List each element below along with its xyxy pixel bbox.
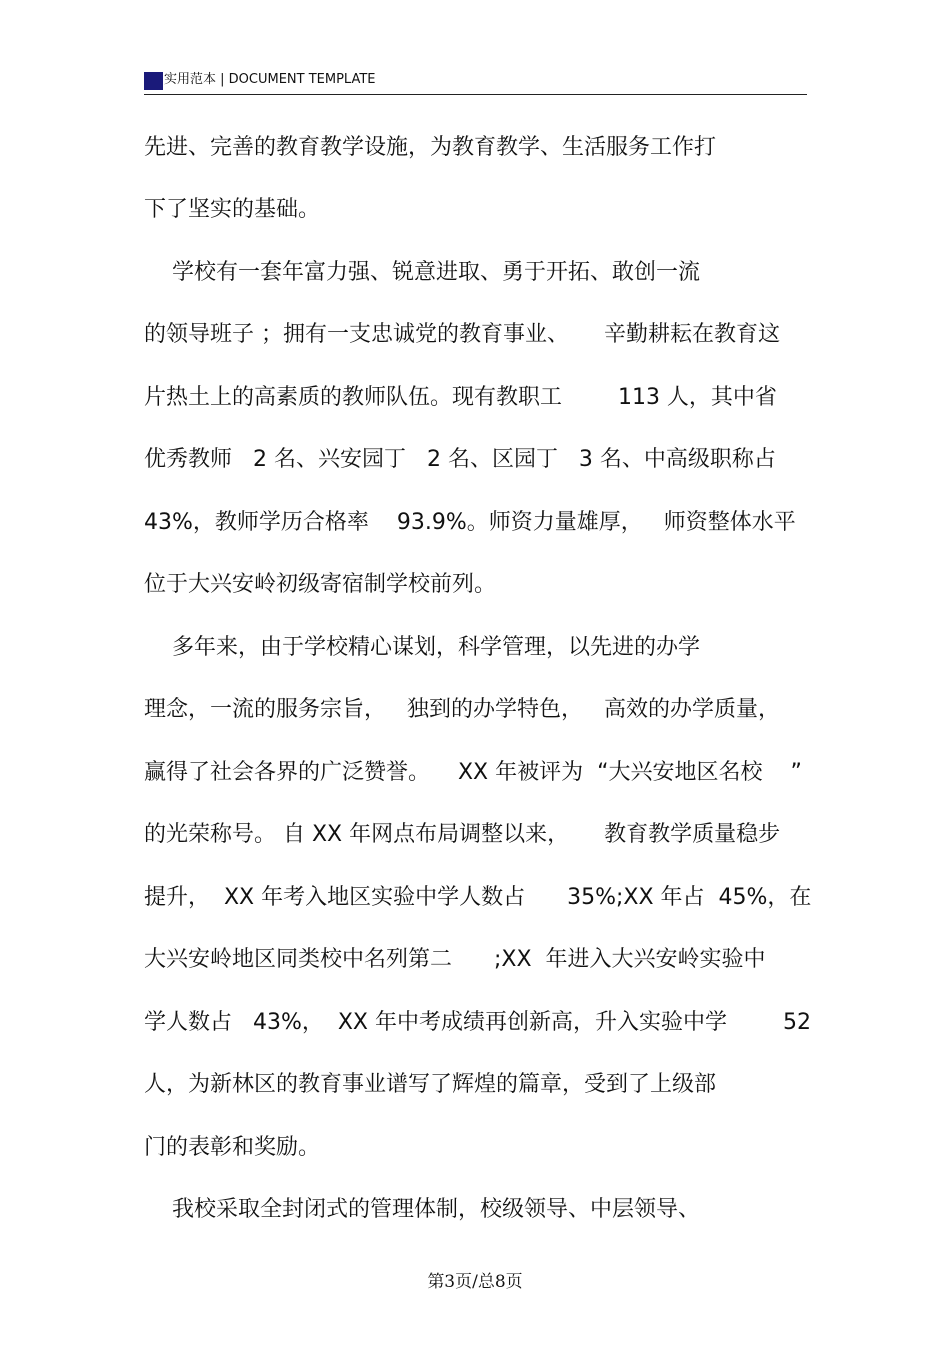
body-line-6: 优秀教师 2 名、兴安园丁 2 名、区园丁 3 名、中高级职称占 bbox=[144, 447, 776, 472]
body-line-3: 学校有一套年富力强、锐意进取、勇于开拓、敢创一流 bbox=[144, 260, 700, 285]
body-line-18: 我校采取全封闭式的管理体制，校级领导、中层领导、 bbox=[144, 1197, 700, 1222]
body-line-9: 多年来，由于学校精心谋划，科学管理，以先进的办学 bbox=[144, 635, 700, 660]
body-line-12: 的光荣称号。 自 XX 年网点布局调整以来， 教育教学质量稳步 bbox=[144, 822, 781, 847]
body-line-11: 赢得了社会各界的广泛赞誉。 XX 年被评为 “大兴安地区名校 ” bbox=[144, 760, 802, 785]
page-number: 第3页/总8页 bbox=[427, 1272, 523, 1292]
body-line-4: 的领导班子 ；拥有一支忠诚党的教育事业、 辛勤耕耘在教育这 bbox=[144, 322, 780, 347]
body-line-1: 先进、完善的教育教学设施，为教育教学、生活服务工作打 bbox=[144, 135, 717, 160]
body-line-14: 大兴安岭地区同类校中名列第二 ;XX 年进入大兴安岭实验中 bbox=[144, 947, 766, 972]
body-line-7: 43%，教师学历合格率 93.9%。师资力量雄厚， 师资整体水平 bbox=[144, 510, 796, 535]
body-line-10: 理念，一流的服务宗旨， 独到的办学特色， 高效的办学质量， bbox=[144, 697, 780, 722]
body-line-5: 片热土上的高素质的教师队伍。现有教职工 113 人，其中省 bbox=[144, 385, 777, 410]
template-logo-icon bbox=[144, 72, 163, 90]
body-line-8: 位于大兴安岭初级寄宿制学校前列。 bbox=[144, 572, 497, 597]
header-label: 实用范本 | DOCUMENT TEMPLATE bbox=[164, 72, 376, 87]
body-line-17: 门的表彰和奖励。 bbox=[144, 1135, 321, 1160]
body-line-2: 下了坚实的基础。 bbox=[144, 197, 321, 222]
body-line-16: 人，为新林区的教育事业谱写了辉煌的篇章，受到了上级部 bbox=[144, 1072, 717, 1097]
body-line-15: 学人数占 43%， XX 年中考成绩再创新高，升入实验中学 52 bbox=[144, 1010, 811, 1035]
document-header bbox=[144, 70, 807, 95]
body-line-13: 提升， XX 年考入地区实验中学人数占 35%;XX 年占 45%，在 bbox=[144, 885, 812, 910]
